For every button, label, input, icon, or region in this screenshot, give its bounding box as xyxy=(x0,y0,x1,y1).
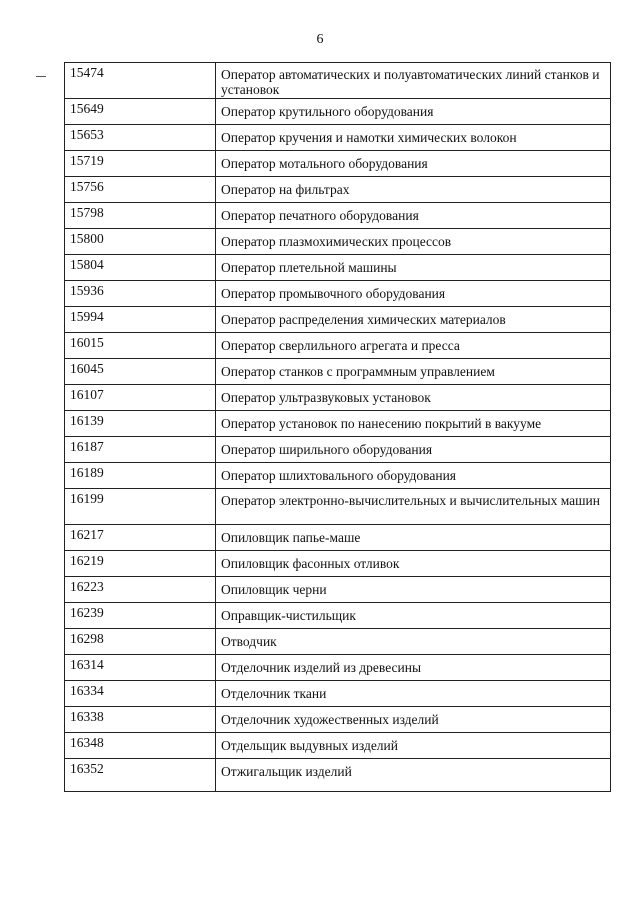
profession-code: 16219 xyxy=(65,551,216,577)
profession-name: Оператор плазмохимических процессов xyxy=(216,229,611,255)
profession-code: 16015 xyxy=(65,333,216,359)
table-row xyxy=(65,99,611,125)
profession-name: Отжигальщик изделий xyxy=(216,759,611,792)
table-row xyxy=(65,629,611,655)
profession-code: 15756 xyxy=(65,177,216,203)
table-row xyxy=(65,603,611,629)
profession-name: Отделочник художественных изделий xyxy=(216,707,611,733)
profession-code: 16187 xyxy=(65,437,216,463)
table-row xyxy=(65,333,611,359)
profession-name: Оправщик-чистильщик xyxy=(216,603,611,629)
profession-name: Оператор станков с программным управлением xyxy=(216,359,611,385)
profession-code: 16338 xyxy=(65,707,216,733)
profession-name: Опиловщик черни xyxy=(216,577,611,603)
table-row xyxy=(65,681,611,707)
profession-code: 15474 xyxy=(65,63,216,99)
profession-name: Опиловщик папье-маше xyxy=(216,525,611,551)
profession-name: Оператор крутильного оборудования xyxy=(216,99,611,125)
profession-name: Оператор сверлильного агрегата и пресса xyxy=(216,333,611,359)
profession-name: Оператор промывочного оборудования xyxy=(216,281,611,307)
table-row xyxy=(65,281,611,307)
table-row xyxy=(65,151,611,177)
table-row xyxy=(65,655,611,681)
profession-name: Отделочник изделий из древесины xyxy=(216,655,611,681)
profession-name: Отводчик xyxy=(216,629,611,655)
profession-code: 16239 xyxy=(65,603,216,629)
profession-code: 16199 xyxy=(65,489,216,525)
table-row xyxy=(65,707,611,733)
profession-name: Опиловщик фасонных отливок xyxy=(216,551,611,577)
table-row xyxy=(65,385,611,411)
table-row xyxy=(65,177,611,203)
table-row xyxy=(65,63,611,99)
profession-code: 16348 xyxy=(65,733,216,759)
table-row xyxy=(65,203,611,229)
profession-code: 16334 xyxy=(65,681,216,707)
profession-code: 15798 xyxy=(65,203,216,229)
profession-name: Отдельщик выдувных изделий xyxy=(216,733,611,759)
table-row xyxy=(65,759,611,792)
table-row xyxy=(65,463,611,489)
profession-name: Оператор шлихтовального оборудования xyxy=(216,463,611,489)
table-row xyxy=(65,411,611,437)
profession-name: Оператор ультразвуковых установок xyxy=(216,385,611,411)
table-row xyxy=(65,307,611,333)
profession-name: Оператор на фильтрах xyxy=(216,177,611,203)
table-row xyxy=(65,577,611,603)
profession-code: 15800 xyxy=(65,229,216,255)
table-row xyxy=(65,359,611,385)
profession-name: Отделочник ткани xyxy=(216,681,611,707)
table-row xyxy=(65,551,611,577)
table-row xyxy=(65,125,611,151)
profession-name: Оператор электронно-вычислительных и вычислительных машин xyxy=(216,489,611,525)
profession-code: 16352 xyxy=(65,759,216,792)
profession-code: 15719 xyxy=(65,151,216,177)
profession-code: 16107 xyxy=(65,385,216,411)
profession-name: Оператор распределения химических материалов xyxy=(216,307,611,333)
profession-code: 15653 xyxy=(65,125,216,151)
profession-code: 15649 xyxy=(65,99,216,125)
page-number: 6 xyxy=(316,32,324,47)
profession-name: Оператор автоматических и полуавтоматических линий станков и установок xyxy=(216,63,611,99)
table-row xyxy=(65,255,611,281)
profession-code: 15804 xyxy=(65,255,216,281)
profession-code: 15994 xyxy=(65,307,216,333)
table-row xyxy=(65,229,611,255)
profession-code: 16223 xyxy=(65,577,216,603)
profession-code-table xyxy=(64,62,611,792)
profession-name: Оператор мотального оборудования xyxy=(216,151,611,177)
profession-code: 16217 xyxy=(65,525,216,551)
profession-name: Оператор ширильного оборудования xyxy=(216,437,611,463)
table-row xyxy=(65,733,611,759)
profession-code: 16298 xyxy=(65,629,216,655)
profession-code: 16045 xyxy=(65,359,216,385)
table-row xyxy=(65,525,611,551)
profession-name: Оператор установок по нанесению покрытий в вакууме xyxy=(216,411,611,437)
profession-code: 16139 xyxy=(65,411,216,437)
profession-code: 16189 xyxy=(65,463,216,489)
table-row xyxy=(65,437,611,463)
margin-mark xyxy=(36,76,46,77)
profession-name: Оператор кручения и намотки химических волокон xyxy=(216,125,611,151)
profession-name: Оператор печатного оборудования xyxy=(216,203,611,229)
profession-code: 15936 xyxy=(65,281,216,307)
table-row xyxy=(65,489,611,525)
profession-name: Оператор плетельной машины xyxy=(216,255,611,281)
profession-code: 16314 xyxy=(65,655,216,681)
